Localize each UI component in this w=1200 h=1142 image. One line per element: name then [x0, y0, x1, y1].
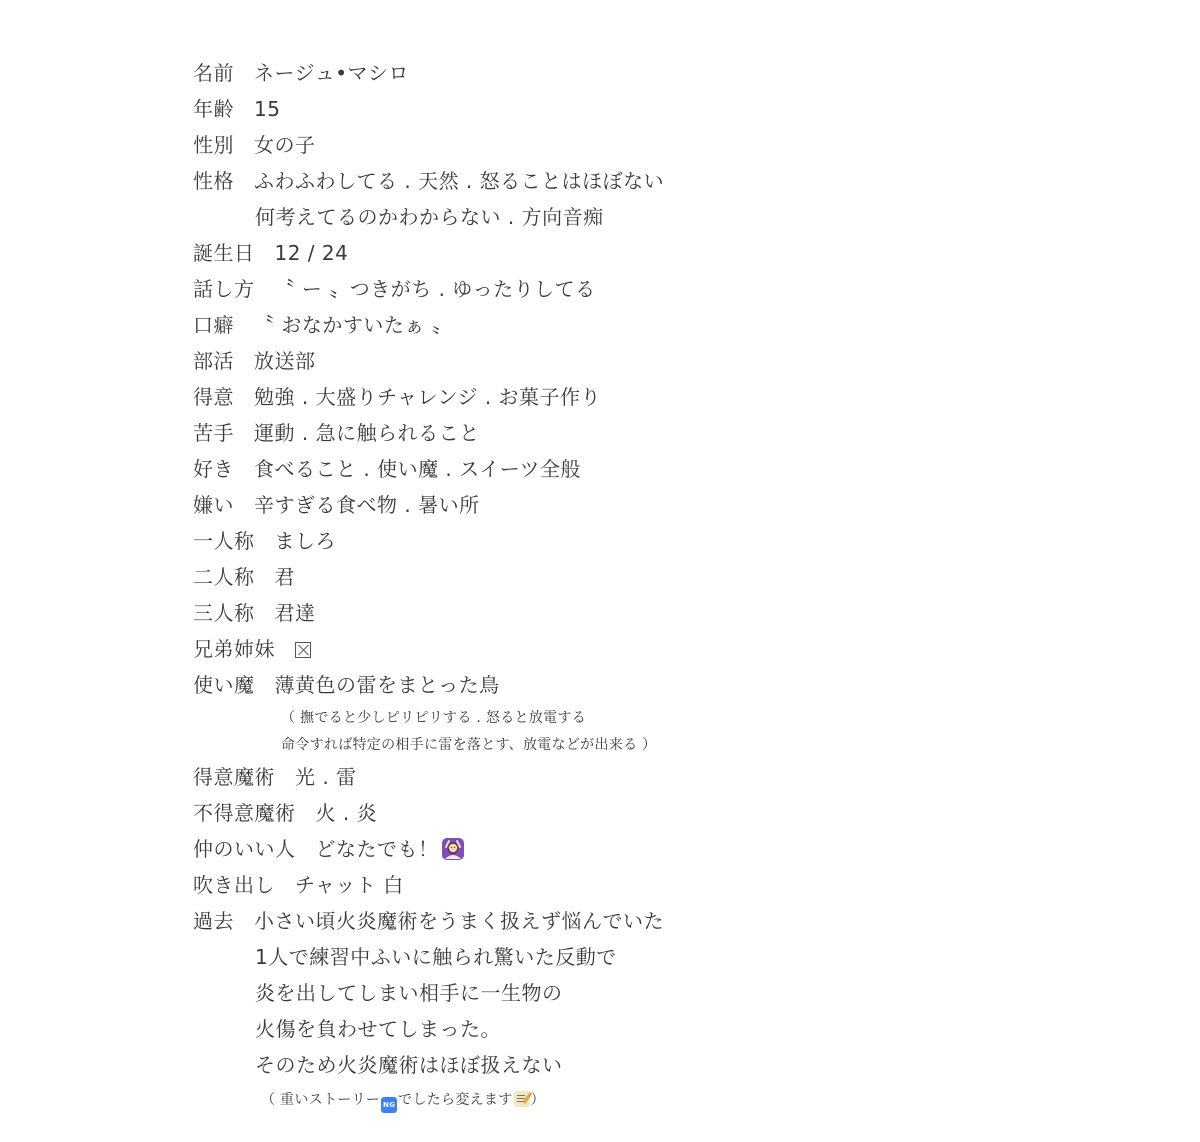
label: 部活 — [193, 349, 234, 373]
row-past-cont — [193, 975, 1173, 1011]
note-text: （ 撫でると少しピリピリする . 怒ると放電する — [281, 710, 586, 726]
value: そのため火炎魔術はほぼ扱えない — [255, 1053, 563, 1077]
value: 1人で練習中ふいに触られ驚いた反動で — [255, 945, 617, 969]
row-second-person — [193, 559, 1173, 595]
value: 〝 おなかすいたぁ 〟 — [254, 313, 453, 337]
character-profile — [193, 55, 1173, 1114]
label: 嫌い — [193, 493, 234, 517]
label: 年齢 — [193, 97, 234, 121]
value: 君 — [274, 565, 295, 589]
value: ましろ — [274, 529, 336, 553]
woman-gesturing-ok-icon — [441, 837, 465, 861]
value: 12 / 24 — [274, 241, 349, 265]
label: 吹き出し — [193, 873, 275, 897]
value: チャット 白 — [295, 873, 404, 897]
value: 食べること . 使い魔 . スイーツ全般 — [254, 457, 581, 481]
row-gender — [193, 127, 1173, 163]
row-personality-cont — [193, 199, 1173, 235]
note-text: でしたら変えます — [398, 1092, 513, 1108]
row-past-cont — [193, 1047, 1173, 1083]
label: 三人称 — [193, 601, 255, 625]
value: ふわふわしてる . 天然 . 怒ることはほぼない — [254, 169, 665, 193]
ballot-box-x-icon — [295, 642, 311, 658]
row-birthday — [193, 235, 1173, 271]
label: 使い魔 — [193, 673, 255, 697]
row-likes — [193, 451, 1173, 487]
row-past-cont — [193, 1011, 1173, 1047]
row-speech — [193, 271, 1173, 307]
row-personality — [193, 163, 1173, 199]
value: ネージュ•マシロ — [254, 61, 409, 85]
value: 〝 ー 〟つきがち . ゆったりしてる — [274, 277, 596, 301]
value: 火 . 炎 — [315, 801, 378, 825]
value: 薄黄色の雷をまとった鳥 — [274, 673, 500, 697]
value: 女の子 — [254, 133, 316, 157]
value: 放送部 — [254, 349, 316, 373]
row-past-cont — [193, 939, 1173, 975]
label: 仲のいい人 — [193, 837, 296, 861]
value: 火傷を負わせてしまった。 — [255, 1017, 501, 1041]
row-friends — [193, 831, 1173, 867]
label: 好き — [193, 457, 234, 481]
note-text: 命令すれば特定の相手に雷を落とす、放電などが出来る ） — [281, 737, 657, 753]
value: 君達 — [274, 601, 316, 625]
row-good-at — [193, 379, 1173, 415]
value: 炎を出してしまい相手に一生物の — [255, 981, 563, 1005]
familiar-note-line2 — [193, 732, 1173, 759]
label: 二人称 — [193, 565, 255, 589]
value: 15 — [254, 97, 281, 121]
label: 過去 — [193, 909, 234, 933]
value: 勉強 . 大盛りチャレンジ . お菓子作り — [254, 385, 602, 409]
label: 得意魔術 — [193, 765, 275, 789]
row-bad-magic — [193, 795, 1173, 831]
row-club — [193, 343, 1173, 379]
row-bad-at — [193, 415, 1173, 451]
note-text: （ 重いストーリー — [261, 1092, 381, 1108]
memo-icon — [514, 1091, 530, 1107]
row-third-person — [193, 595, 1173, 631]
value: 光 . 雷 — [295, 765, 357, 789]
value: 小さい頃火炎魔術をうまく扱えず悩んでいた — [254, 909, 664, 933]
label: 性別 — [193, 133, 234, 157]
row-familiar — [193, 667, 1173, 703]
label: 性格 — [193, 169, 234, 193]
value: 辛すぎる食べ物 . 暑い所 — [254, 493, 480, 517]
row-dislikes — [193, 487, 1173, 523]
row-speech-bubble — [193, 867, 1173, 903]
familiar-note-line1 — [193, 705, 1173, 732]
label: 誕生日 — [193, 241, 255, 265]
row-age — [193, 91, 1173, 127]
label: 一人称 — [193, 529, 255, 553]
label: 不得意魔術 — [193, 801, 296, 825]
row-siblings — [193, 631, 1173, 667]
label: 兄弟姉妹 — [193, 637, 275, 661]
ng-button-icon: NG — [381, 1097, 397, 1113]
value: 何考えてるのかわからない . 方向音痴 — [255, 205, 604, 229]
row-name — [193, 55, 1173, 91]
row-past — [193, 903, 1173, 939]
note-text: ） — [530, 1092, 545, 1108]
row-first-person — [193, 523, 1173, 559]
label: 話し方 — [193, 277, 255, 301]
label: 口癖 — [193, 313, 234, 337]
value: 運動 . 急に触られること — [254, 421, 480, 445]
value: どなたでも！ — [315, 837, 439, 861]
row-good-magic — [193, 759, 1173, 795]
label: 名前 — [193, 61, 234, 85]
row-catchphrase — [193, 307, 1173, 343]
past-note — [193, 1087, 1173, 1114]
label: 苦手 — [193, 421, 234, 445]
label: 得意 — [193, 385, 234, 409]
